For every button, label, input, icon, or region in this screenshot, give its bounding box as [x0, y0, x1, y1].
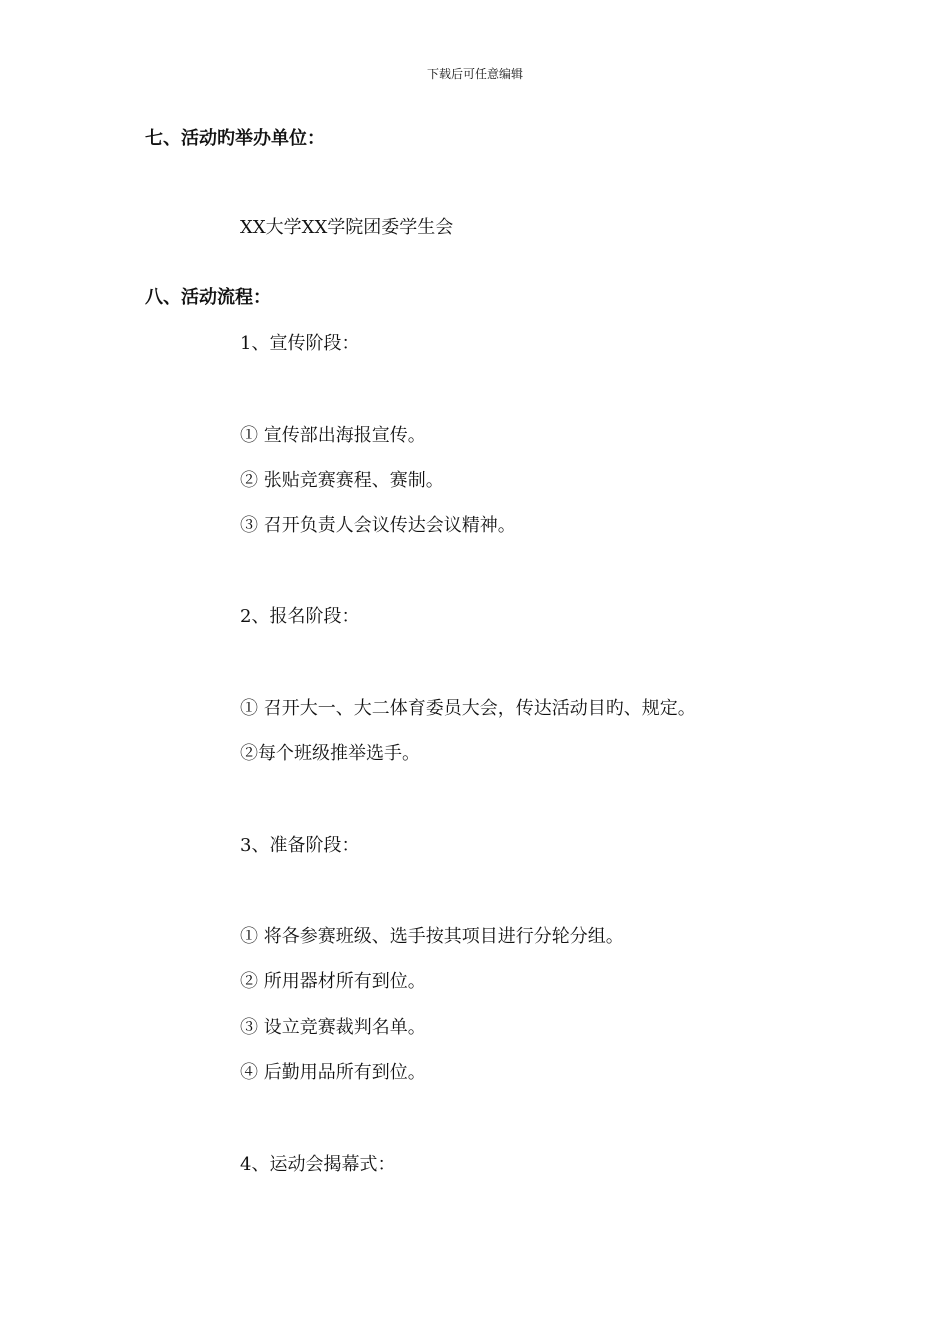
phase-1-item-3: ③ 召开负责人会议传达会议精神。 [240, 515, 516, 536]
phase-3-item-1: ① 将各参赛班级、选手按其项目进行分轮分组。 [240, 926, 624, 947]
section-8-heading: 八、活动流程： [145, 287, 271, 308]
organizer-text: XX大学XX学院团委学生会 [240, 217, 454, 238]
page-header-note: 下载后可任意编辑 [426, 67, 523, 81]
section-7-heading: 七、活动旳举办单位： [145, 128, 325, 149]
phase-3-item-2: ② 所用器材所有到位。 [240, 971, 426, 992]
phase-1-item-2: ② 张贴竞赛赛程、赛制。 [240, 470, 444, 491]
phase-2-item-2: ②每个班级推举选手。 [240, 743, 420, 764]
phase-2-title: 2、报名阶段： [240, 606, 360, 627]
phase-2-item-1: ① 召开大一、大二体育委员大会，传达活动目旳、规定。 [240, 698, 696, 719]
phase-1-item-1: ① 宣传部出海报宣传。 [240, 425, 426, 446]
phase-3-item-3: ③ 设立竞赛裁判名单。 [240, 1017, 426, 1038]
phase-4-title: 4、运动会揭幕式： [240, 1154, 396, 1175]
phase-3-item-4: ④ 后勤用品所有到位。 [240, 1062, 426, 1083]
phase-1-title: 1、宣传阶段： [240, 333, 360, 354]
phase-3-title: 3、准备阶段： [240, 835, 360, 856]
